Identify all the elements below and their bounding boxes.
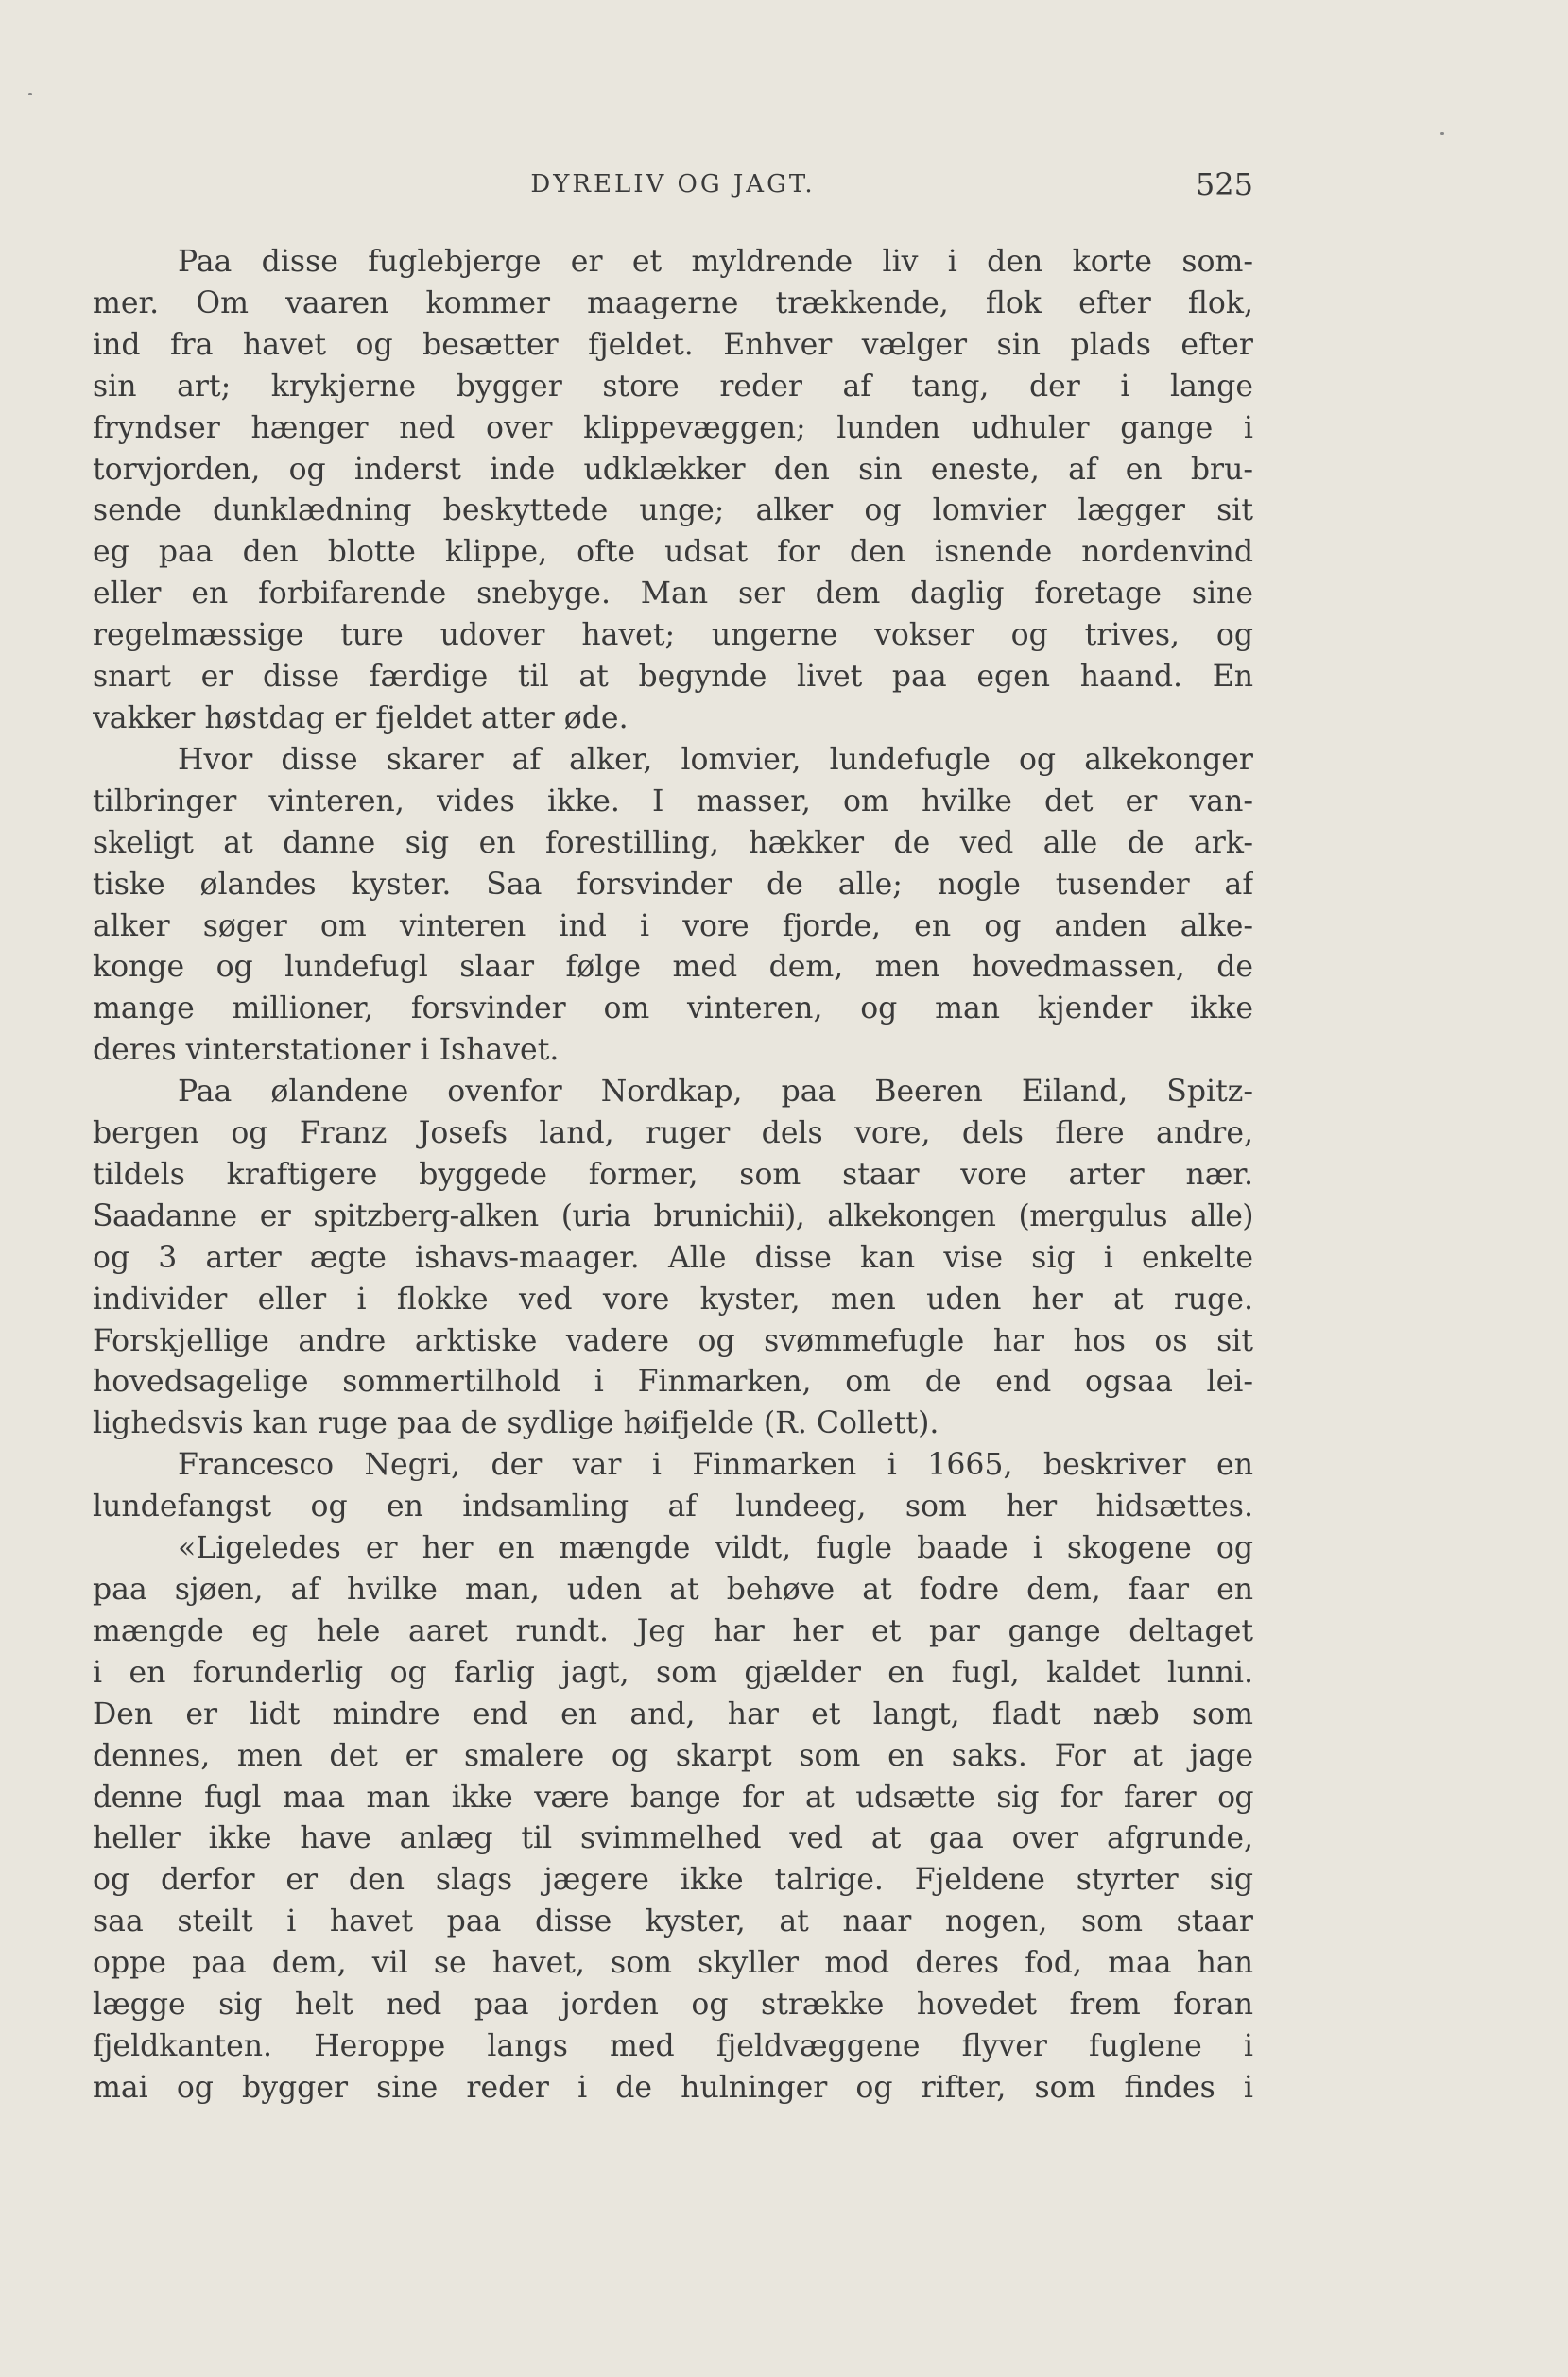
text-line: tilbringer vinteren, vides ikke. I masser, om hvilke det er van- [93, 784, 1253, 818]
text-line: alker søger om vinteren ind i vore fjorde, en og anden alke- [93, 908, 1253, 943]
text-line: lægge sig helt ned paa jorden og strække hovedet frem foran [93, 1988, 1253, 2023]
text-line: individer eller i flokke ved vore kyster, men uden her at ruge. [93, 1282, 1253, 1317]
text-line: vakker høstdag er fjeldet atter øde. [93, 700, 629, 735]
body-text [93, 242, 1253, 2110]
text-line: torvjorden, og inderst inde udklækker den sin eneste, af en bru- [93, 452, 1253, 487]
text-line: denne fugl maa man ikke være bange for at udsætte sig for farer og [93, 1780, 1253, 1815]
text-line: regelmæssige ture udover havet; ungerne vokser og trives, og [93, 618, 1253, 653]
text-line: oppe paa dem, vil se havet, som skyller mod deres fod, maa han [93, 1946, 1253, 1981]
text-line: mængde eg hele aaret rundt. Jeg har her et par gange deltaget [93, 1613, 1253, 1648]
text-line: lundefangst og en indsamling af lundeeg, som her hidsættes. [93, 1490, 1253, 1524]
page-number: 525 [1195, 166, 1253, 202]
text-line: mer. Om vaaren kommer maagerne trækkende, flok efter flok, [93, 285, 1253, 320]
text-line: deres vinterstationer i Ishavet. [93, 1033, 560, 1068]
text-line: og derfor er den slags jægere ikke talrige. Fjeldene styrter sig [93, 1863, 1253, 1898]
text-line: mai og bygger sine reder i de hulninger og rifter, som findes i [93, 2070, 1253, 2105]
text-line: hovedsagelige sommertilhold i Finmarken, om de end ogsaa lei- [93, 1365, 1253, 1400]
text-line: Den er lidt mindre end en and, har et langt, fladt næb som [93, 1697, 1253, 1731]
text-line: fryndser hænger ned over klippevæggen; lunden udhuler gange i [93, 410, 1253, 445]
paper-blemish [28, 93, 32, 95]
text-line: lighedsvis kan ruge paa de sydlige høifjelde (R. Collett). [93, 1406, 939, 1441]
text-line: sende dunklædning beskyttede unge; alker og lomvier lægger sit [93, 493, 1253, 528]
text-line: sin art; krykjerne bygger store reder af tang, der i lange [93, 369, 1253, 404]
text-line: paa sjøen, af hvilke man, uden at behøve at fodre dem, faar en [93, 1573, 1253, 1607]
running-head: DYRELIV OG JAGT. [530, 170, 816, 198]
text-line: fjeldkanten. Heroppe langs med fjeldvæggene flyver fuglene i [93, 2028, 1253, 2063]
text-line: skeligt at danne sig en forestilling, hækker de ved alle de ark- [93, 825, 1253, 860]
text-line: Hvor disse skarer af alker, lomvier, lundefugle og alkekonger [178, 742, 1253, 777]
text-line: Forskjellige andre arktiske vadere og svømmefugle har hos os sit [93, 1323, 1253, 1358]
text-line: tiske ølandes kyster. Saa forsvinder de alle; nogle tusender af [93, 867, 1253, 902]
text-line: mange millioner, forsvinder om vinteren, og man kjender ikke [93, 991, 1253, 1026]
text-line: Paa ølandene ovenfor Nordkap, paa Beeren Eiland, Spitz- [178, 1075, 1253, 1110]
text-line: Paa disse fuglebjerge er et myldrende liv i den korte som- [178, 245, 1253, 279]
text-line: eller en forbifarende snebyge. Man ser dem daglig foretage sine [93, 577, 1253, 611]
text-line: «Ligeledes er her en mængde vildt, fugle baade i skogene og [178, 1531, 1253, 1566]
text-line: heller ikke have anlæg til svimmelhed ved at gaa over afgrunde, [93, 1821, 1253, 1856]
text-line: i en forunderlig og farlig jagt, som gjælder en fugl, kaldet lunni. [93, 1655, 1253, 1690]
text-line: konge og lundefugl slaar følge med dem, men hovedmassen, de [93, 950, 1253, 985]
text-line: bergen og Franz Josefs land, ruger dels vore, dels flere andre, [93, 1116, 1253, 1151]
text-line: tildels kraftigere byggede former, som staar vore arter nær. [93, 1157, 1253, 1192]
text-line: saa steilt i havet paa disse kyster, at naar nogen, som staar [93, 1904, 1253, 1939]
text-line: snart er disse færdige til at begynde livet paa egen haand. En [93, 660, 1253, 695]
text-line: dennes, men det er smalere og skarpt som en saks. For at jage [93, 1738, 1253, 1773]
text-line: ind fra havet og besætter fjeldet. Enhver vælger sin plads efter [93, 327, 1253, 362]
text-line: Francesco Negri, der var i Finmarken i 1665, beskriver en [178, 1448, 1253, 1483]
text-line: eg paa den blotte klippe, ofte udsat for den isnende nordenvind [93, 535, 1253, 570]
paper-blemish [1440, 132, 1444, 135]
page-header [93, 168, 1253, 210]
text-line: Saadanne er spitzberg-alken (uria brunichii), alkekongen (mergulus alle) [93, 1198, 1253, 1233]
text-line: og 3 arter ægte ishavs-maager. Alle disse kan vise sig i enkelte [93, 1240, 1253, 1275]
